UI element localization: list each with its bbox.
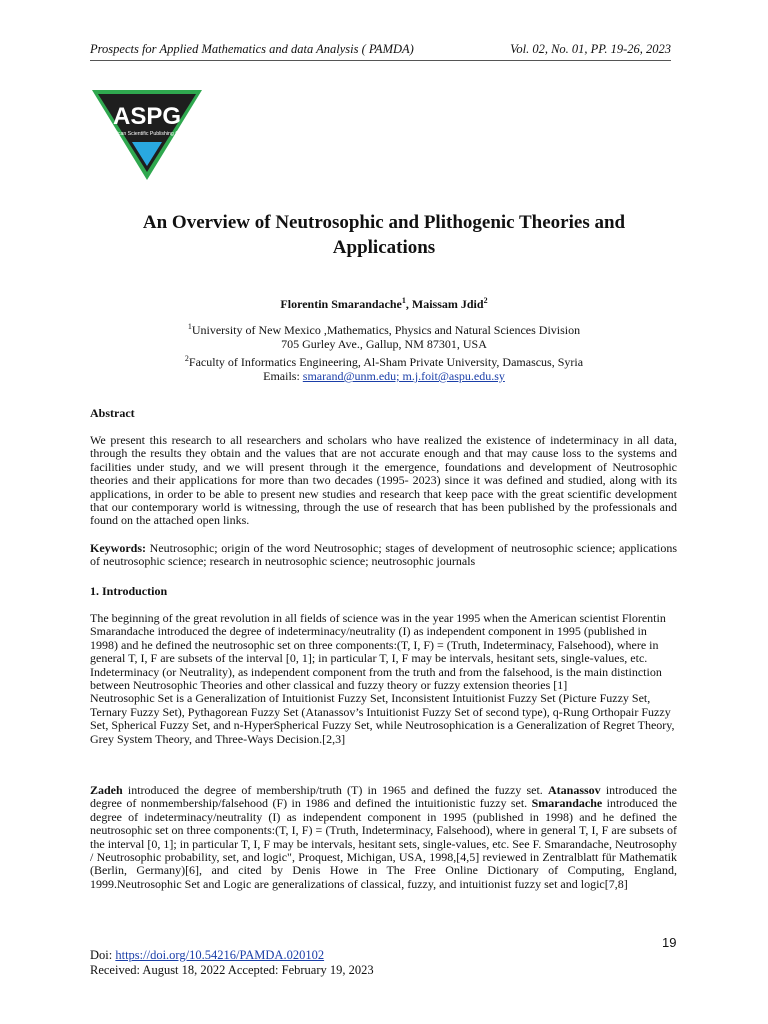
journal-name: Prospects for Applied Mathematics and data Analysis ( PAMDA) xyxy=(90,42,414,56)
introduction-paragraph xyxy=(90,784,677,891)
paragraph-text: introduced the degree of nonmembership/falsehood (F) in 1986 and defined the intuitionistic fuzzy set. xyxy=(90,783,677,811)
paragraph-text: The beginning of the great revolution in all fields of science was in the year 1995 when the American scientist Florentin Smarandache introduced the degree of indeterminacy/neutrality (I) as independent component in 1995 (published in 1998) and he defined the neutrosophic set on three components:(T, I, F) = (Truth, Indeterminacy, Falsehood), where in general T, I, F are subsets of the interval [0, 1]; in particular T, I, F may be intervals, hesitant sets, single-values, etc. Indeterminacy (or Neutrality), as independent component from the truth and from the falsehood, is the main distinction between Neutrosophic Theories and other classical and fuzzy theory or fuzzy extension theories [1] xyxy=(90,611,666,693)
affiliation-superscript: 2 xyxy=(184,354,189,363)
running-header xyxy=(90,42,671,61)
email-link[interactable]: smarand@unm.edu; m.j.foit@aspu.edu.sy xyxy=(302,369,505,383)
logo-text: ASPG xyxy=(112,103,182,130)
affiliation-line: Faculty of Informatics Engineering, Al-Sham Private University, Damascus, Syria xyxy=(188,355,584,369)
name-zadeh: Zadeh xyxy=(90,783,123,797)
keywords xyxy=(90,542,677,569)
doi-label: Doi: xyxy=(90,948,116,962)
paragraph-text: Neutrosophic Set is a Generalization of Intuitionist Fuzzy Set, Inconsistent Intuitionist Fuzzy Set (Picture Fuzzy Set, Ternary Fuzzy Set), Pythagorean Fuzzy Set (Atanassov’s Intuitionist Fuzzy Set of second type), q-Rung Orthopair Fuzzy Set, Spherical Fuzzy Set, and n-HyperSpherical Fuzzy Set, while Neutrosophication is a Generalization of Regret Theory, Grey System Theory, and Three-Ways Decision.[2,3] xyxy=(90,691,675,746)
emails-label: Emails: xyxy=(263,369,303,383)
paper-title: An Overview of Neutrosophic and Plithogenic Theories and Applications xyxy=(142,212,626,258)
author-line xyxy=(90,296,678,312)
abstract-heading: Abstract xyxy=(90,406,135,420)
keywords-label: Keywords: xyxy=(90,541,146,555)
author-name: Florentin Smarandache xyxy=(280,297,402,311)
page-number: 19 xyxy=(662,935,677,950)
page-footer xyxy=(90,948,374,978)
volume-info: Vol. 02, No. 01, PP. 19-26, 2023 xyxy=(510,42,671,56)
author-separator: , xyxy=(405,297,412,311)
name-smarandache: Smarandache xyxy=(531,796,603,811)
aspg-logo xyxy=(92,90,202,180)
affiliation-1 xyxy=(90,320,678,351)
keywords-text: Neutrosophic; origin of the word Neutrosophic; stages of development of neutrosophic science; applications of neutrosophic science; research in neutrosophic science; neutrosophic journals xyxy=(90,541,677,569)
affiliation-line: University of New Mexico ,Mathematics, Physics and Natural Sciences Division xyxy=(191,323,581,337)
author-superscript: 1 xyxy=(401,296,406,305)
logo-subtext: American Scientific Publishing Group xyxy=(104,131,190,137)
name-atanassov: Atanassov xyxy=(547,783,601,797)
paragraph-text: introduced the degree of membership/truth (T) in 1965 and defined the fuzzy set. xyxy=(122,783,548,797)
section-heading-introduction: 1. Introduction xyxy=(90,584,168,598)
received-dates: Received: August 18, 2022 Accepted: February 19, 2023 xyxy=(90,963,374,977)
affiliation-line: 705 Gurley Ave., Gallup, NM 87301, USA xyxy=(281,337,487,351)
affiliation-superscript: 1 xyxy=(187,322,192,331)
affiliation-2 xyxy=(90,352,678,383)
paragraph-text: introduced the degree of indeterminacy/neutrality (I) as independent component in 1995 (published in 1998) and he defined the neutrosophic set on three components:(T, I, F) = (Truth, Indeterminacy, Falsehood), where in general T, I, F are subsets of the interval [0, 1]; in particular T, I, F may be intervals, hesitant sets, single-values, etc. See F. Smarandache, Neutrosophy / Neutrosophic probability, set, and logic", Proquest, Michigan, USA, 1998,[4,5] reviewed in Zentralblatt für Mathematik (Berlin, Germany)[6], and cited by Denis Howe in The Free Online Dictionary of Computing, England, 1999.Neutrosophic Set and Logic are generalizations of classical, fuzzy, and intuitionist fuzzy set and logic[7,8] xyxy=(90,796,677,891)
abstract-text: We present this research to all researchers and scholars who have realized the existence of indeterminacy in all data, through the results they obtain and the values that are not accurate enough and that may cause loss to the systems and facilities under study, and we will present through it the emergence, foundations and development of Neutrosophic theories and their applications for more than two decades (1995- 2023) since it was defined and studied, along with its applications, in order to be able to present new studies and research that keep pace with the great scientific development that our contemporary world is witnessing, through the use of research that has been published by the professionals and found on the attached open links. xyxy=(90,433,677,528)
author-superscript: 2 xyxy=(483,296,488,305)
doi-link[interactable]: https://doi.org/10.54216/PAMDA.020102 xyxy=(115,948,325,962)
author-name: Maissam Jdid xyxy=(411,297,484,311)
introduction-paragraph xyxy=(90,612,677,746)
